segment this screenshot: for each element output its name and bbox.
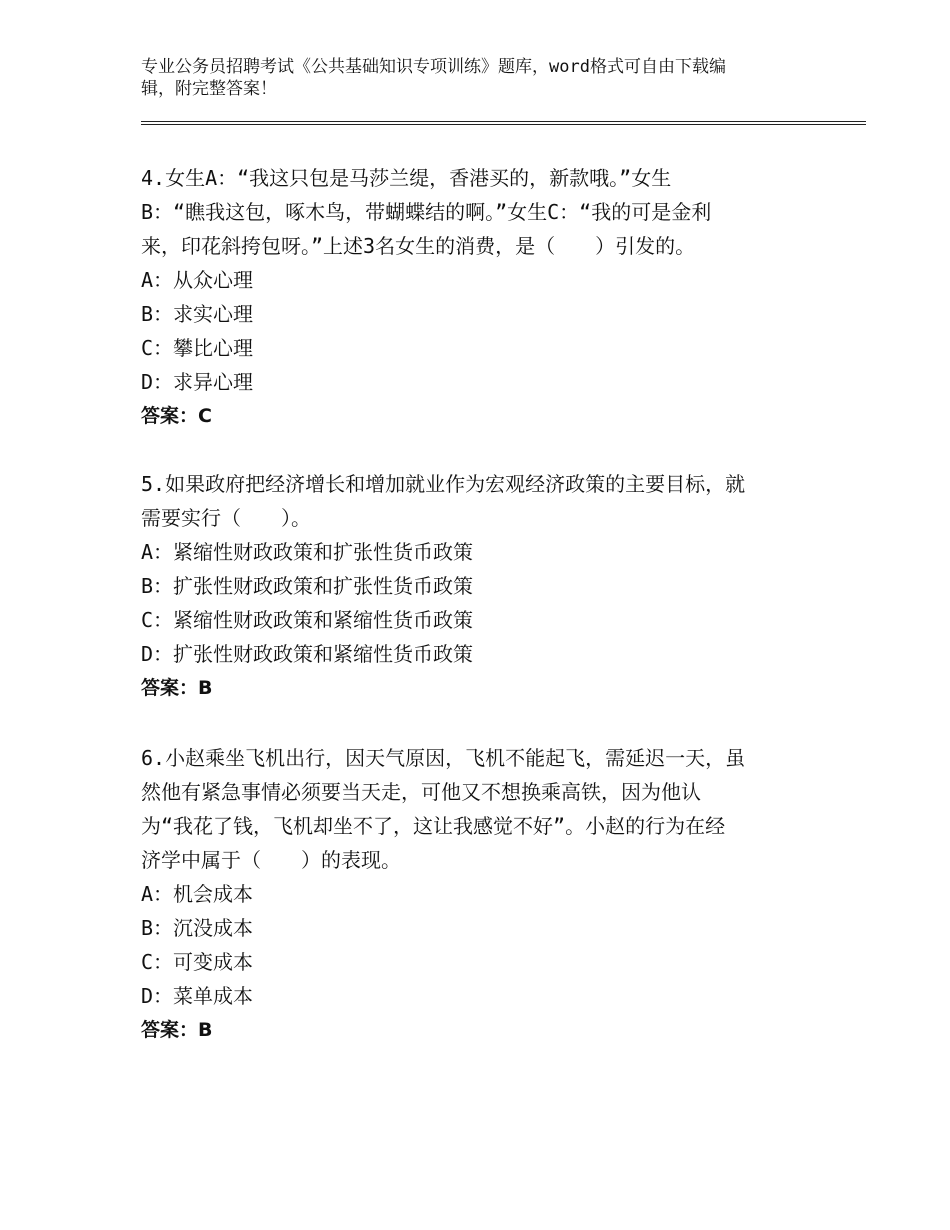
option-a: A：从众心理 bbox=[141, 268, 254, 292]
question-stem-line: B：“瞧我这包，啄木鸟，带蝴蝶结的啊。”女生C：“我的可是金利 bbox=[141, 200, 712, 224]
option-b: B：求实心理 bbox=[141, 302, 254, 326]
question-stem-line: 6.小赵乘坐飞机出行，因天气原因，飞机不能起飞，需延迟一天，虽 bbox=[141, 746, 746, 770]
option-c: C：攀比心理 bbox=[141, 336, 254, 360]
option-c: C：可变成本 bbox=[141, 950, 254, 974]
header-line-2: 辑，附完整答案！ bbox=[141, 79, 277, 99]
question-stem-line: 5.如果政府把经济增长和增加就业作为宏观经济政策的主要目标，就 bbox=[141, 472, 746, 496]
answer-label: 答案：B bbox=[141, 1019, 213, 1041]
document-header bbox=[141, 56, 801, 100]
header-line-1: 专业公务员招聘考试《公共基础知识专项训练》题库，word格式可自由下载编 bbox=[141, 57, 726, 77]
option-d: D：求异心理 bbox=[141, 370, 254, 394]
question-stem-line: 来，印花斜挎包呀。”上述3名女生的消费，是（ ）引发的。 bbox=[141, 234, 696, 258]
option-d: D：菜单成本 bbox=[141, 984, 254, 1008]
question-stem-line: 济学中属于（ ）的表现。 bbox=[141, 848, 401, 872]
question-4 bbox=[141, 161, 821, 433]
question-stem-line: 然他有紧急事情必须要当天走，可他又不想换乘高铁，因为他认 bbox=[141, 780, 701, 804]
option-b: B：扩张性财政政策和扩张性货币政策 bbox=[141, 574, 474, 598]
option-c: C：紧缩性财政政策和紧缩性货币政策 bbox=[141, 608, 474, 632]
option-d: D：扩张性财政政策和紧缩性货币政策 bbox=[141, 642, 474, 666]
option-a: A：机会成本 bbox=[141, 882, 254, 906]
option-b: B：沉没成本 bbox=[141, 916, 254, 940]
answer-label: 答案：C bbox=[141, 405, 212, 427]
option-a: A：紧缩性财政政策和扩张性货币政策 bbox=[141, 540, 474, 564]
answer-label: 答案：B bbox=[141, 677, 213, 699]
question-6 bbox=[141, 741, 821, 1047]
question-5 bbox=[141, 467, 821, 705]
question-stem-line: 需要实行（ ）。 bbox=[141, 506, 311, 530]
question-stem-line: 4.女生A：“我这只包是马莎兰缇，香港买的，新款哦。”女生 bbox=[141, 166, 672, 190]
header-divider bbox=[141, 121, 866, 125]
question-stem-line: 为“我花了钱，飞机却坐不了，这让我感觉不好”。小赵的行为在经 bbox=[141, 814, 726, 838]
